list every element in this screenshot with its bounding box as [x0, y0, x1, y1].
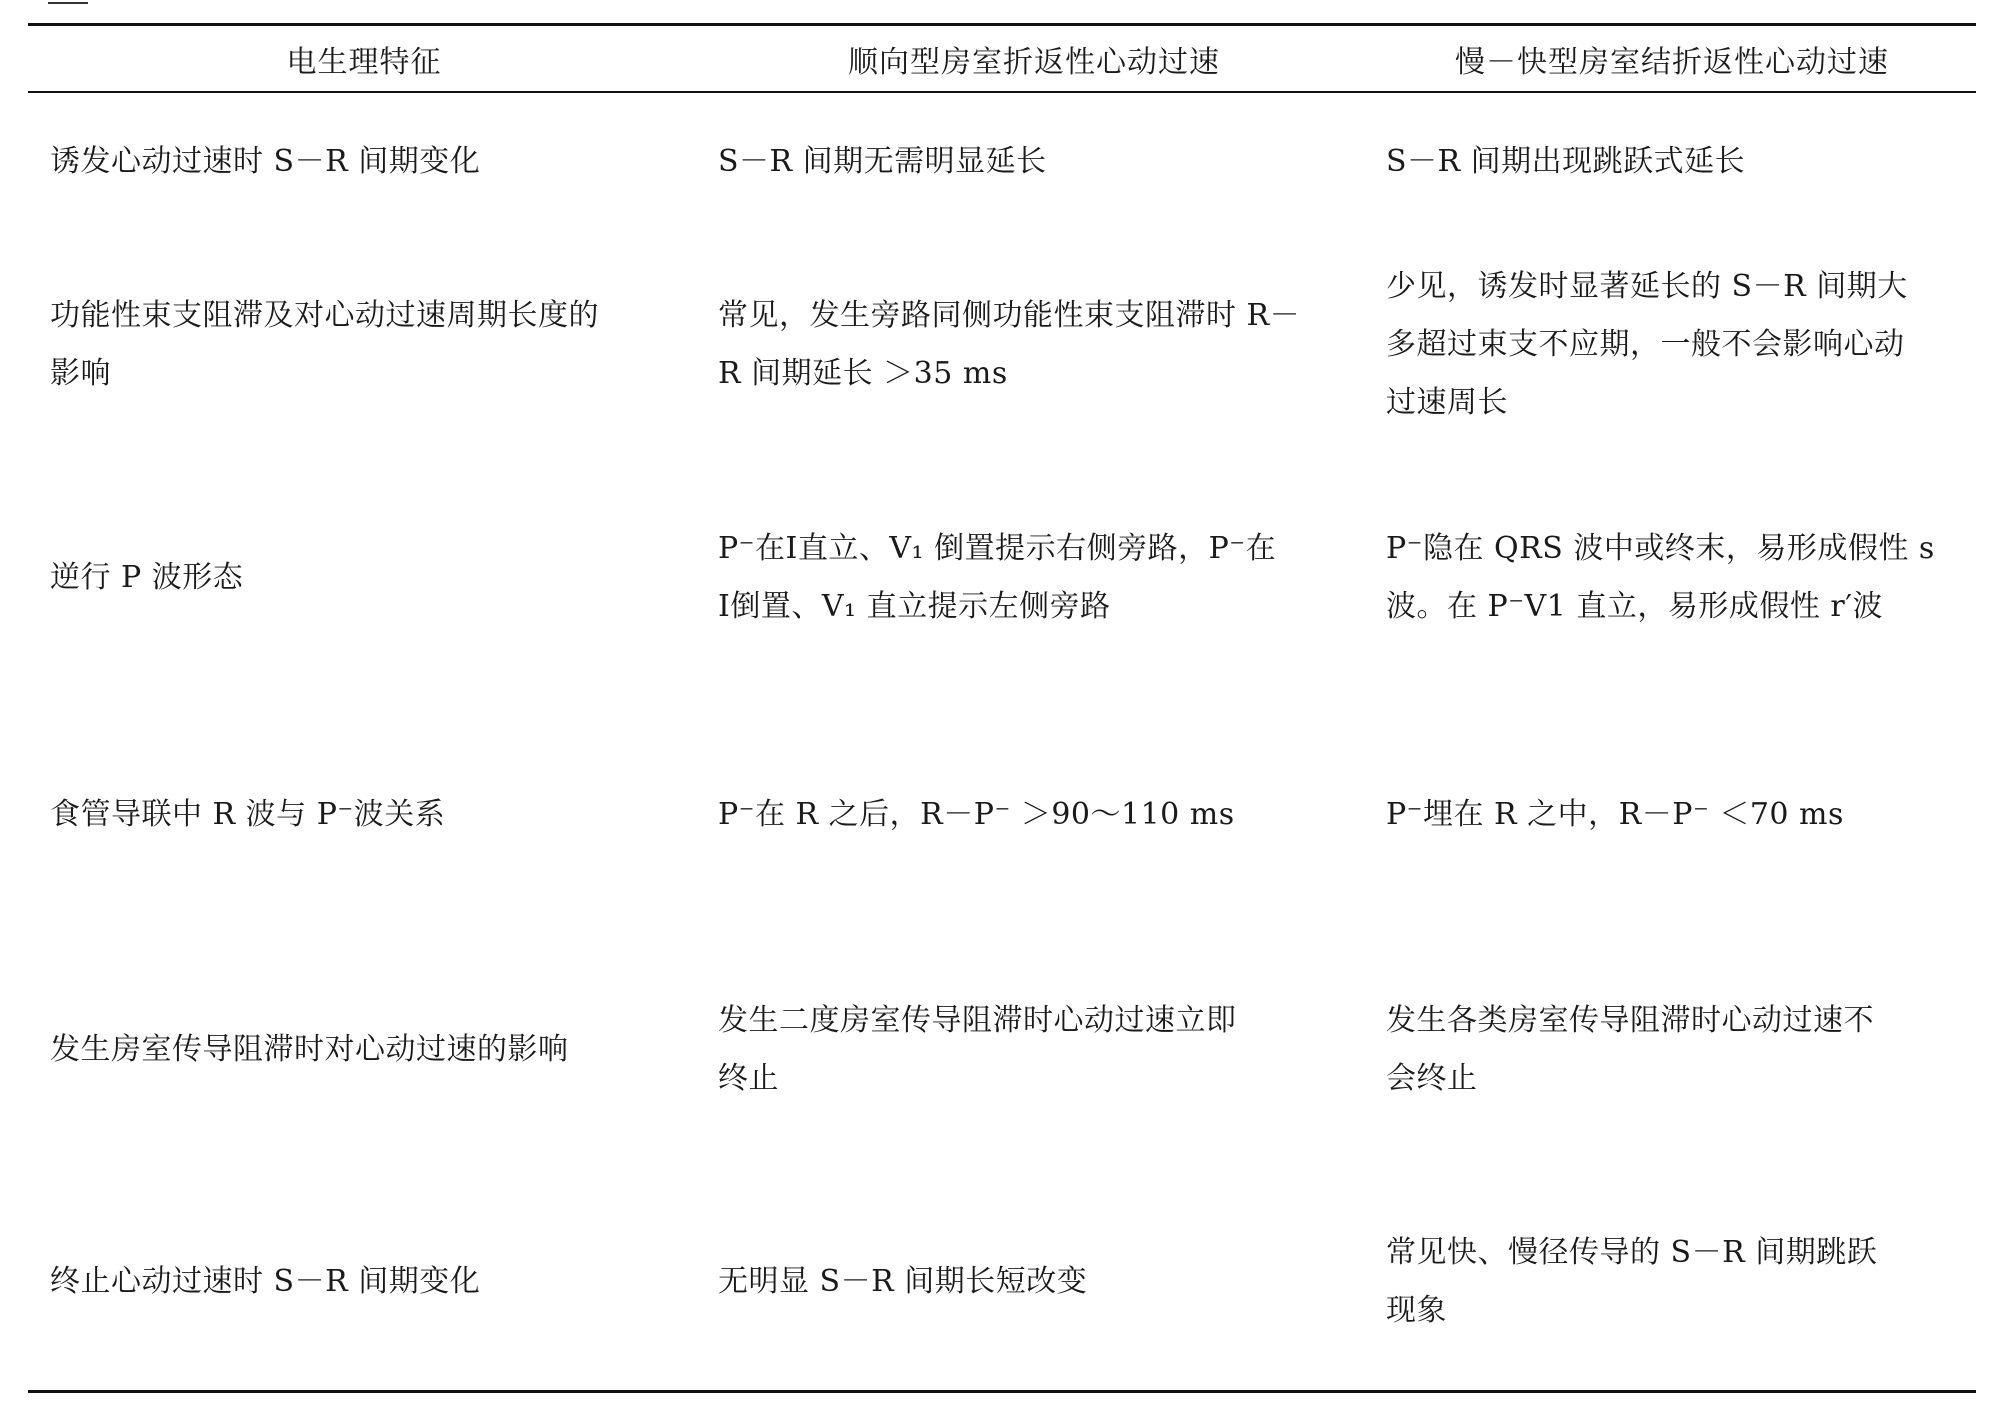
cell-avrt [718, 133, 1358, 191]
cell-line: P⁻在 R 之后，R－P⁻ ＞90～110 ms [718, 797, 1235, 832]
cell-line: 波。在 P⁻V1 直立，易形成假性 r′波 [1386, 589, 1884, 624]
cell-line: 终止心动过速时 S－R 间期变化 [50, 1264, 481, 1299]
cell-avrt [718, 1253, 1358, 1311]
header-avnrt: 慢－快型房室结折返性心动过速 [1455, 44, 1889, 80]
cell-avnrt [1386, 786, 1971, 844]
cell-avnrt [1386, 992, 1971, 1108]
cell-line: P⁻在Ⅰ直立、V₁ 倒置提示右侧旁路，P⁻在 [718, 531, 1277, 566]
cell-line: 常见，发生旁路同侧功能性束支阻滞时 R－ [718, 298, 1301, 333]
cell-avnrt [1386, 520, 1971, 636]
cell-line: 常见快、慢径传导的 S－R 间期跳跃 [1386, 1235, 1878, 1270]
cell-feature [50, 287, 690, 403]
cell-line: 食管导联中 R 波与 P⁻波关系 [50, 797, 446, 832]
cell-feature [50, 549, 690, 607]
cell-line: 过速周长 [1386, 385, 1508, 420]
cell-line: 多超过束支不应期，一般不会影响心动 [1386, 327, 1905, 362]
cell-line: P⁻隐在 QRS 波中或终末，易形成假性 s [1386, 531, 1935, 566]
cell-feature [50, 133, 690, 191]
table-header-rule [28, 91, 1976, 93]
cell-line: 发生房室传导阻滞时对心动过速的影响 [50, 1032, 569, 1067]
cell-feature [50, 1021, 690, 1079]
cell-line: 会终止 [1386, 1061, 1478, 1096]
cell-line: 终止 [718, 1061, 779, 1096]
cell-line: 无明显 S－R 间期长短改变 [718, 1264, 1088, 1299]
cell-feature [50, 786, 690, 844]
cell-avrt [718, 786, 1358, 844]
table-bottom-rule [28, 1390, 1976, 1393]
cell-avnrt [1386, 133, 1971, 191]
title-mark [48, 2, 88, 4]
cell-line: 少见，诱发时显著延长的 S－R 间期大 [1386, 269, 1908, 304]
cell-line: Ⅰ倒置、V₁ 直立提示左侧旁路 [718, 589, 1111, 624]
cell-line: 逆行 P 波形态 [50, 560, 244, 595]
cell-line: 发生二度房室传导阻滞时心动过速立即 [718, 1003, 1237, 1038]
cell-avrt [718, 287, 1358, 403]
header-avrt: 顺向型房室折返性心动过速 [848, 44, 1220, 80]
cell-line: P⁻埋在 R 之中，R－P⁻ ＜70 ms [1386, 797, 1844, 832]
cell-avnrt [1386, 1224, 1971, 1340]
cell-line: S－R 间期出现跳跃式延长 [1386, 144, 1746, 179]
cell-line: 发生各类房室传导阻滞时心动过速不 [1386, 1003, 1874, 1038]
cell-feature [50, 1253, 690, 1311]
cell-line: 影响 [50, 356, 111, 391]
cell-line: R 间期延长 ＞35 ms [718, 356, 1008, 391]
cell-avrt [718, 520, 1358, 636]
cell-line: 功能性束支阻滞及对心动过速周期长度的 [50, 298, 599, 333]
cell-line: S－R 间期无需明显延长 [718, 144, 1047, 179]
header-electrophysiology: 电生理特征 [286, 44, 442, 80]
title-strip [28, 0, 1976, 20]
cell-line: 现象 [1386, 1293, 1447, 1328]
cell-line: 诱发心动过速时 S－R 间期变化 [50, 144, 481, 179]
cell-avrt [718, 992, 1358, 1108]
cell-avnrt [1386, 258, 1971, 432]
